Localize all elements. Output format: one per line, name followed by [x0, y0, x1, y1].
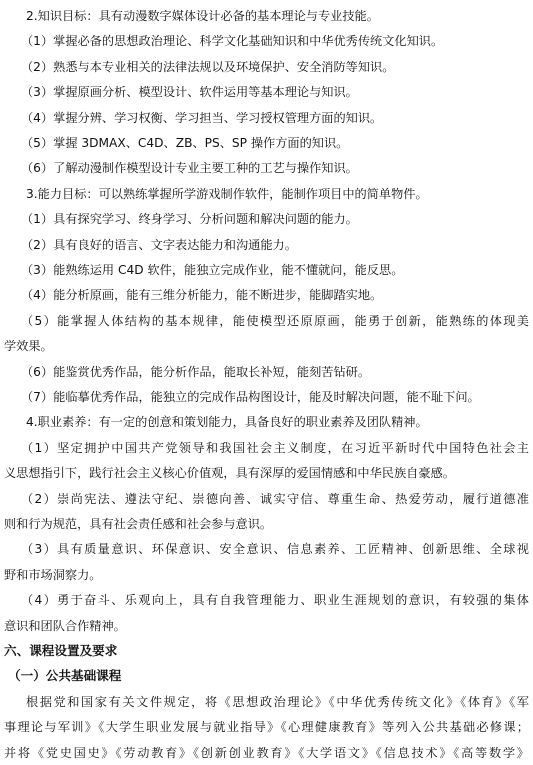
list-item-line: （1）掌握必备的思想政治理论、科学文化基础知识和中华优秀传统文化知识。 [21, 34, 444, 49]
list-item-line: （2）崇尚宪法、遵法守纪、崇德向善、诚实守信、尊重生命、热爱劳动，履行道德准 [21, 491, 529, 506]
list-item-line: （4）掌握分辨、学习权衡、学习担当、学习授权管理方面的知识。 [21, 110, 383, 125]
list-item-line: （2）熟悉与本专业相关的法律法规以及环境保护、安全消防等知识。 [21, 59, 395, 74]
list-item-line: （5）能掌握人体结构的基本规律，能使模型还原原画，能勇于创新，能熟练的体现美 [21, 313, 529, 328]
list-item-line: （5）掌握 3DMAX、C4D、ZB、PS、SP 操作方面的知识。 [21, 136, 349, 150]
continuation-line: 义思想指引下，践行社会主义核心价值观，具有深厚的爱国情感和中华民族自豪感。 [4, 466, 455, 481]
list-item-line: （2）具有良好的语言、文字表达能力和沟通能力。 [21, 237, 297, 252]
subsection-heading: （一）公共基础课程 [8, 668, 122, 684]
list-item-line: （1）坚定拥护中国共产党领导和我国社会主义制度，在习近平新时代中国特色社会主 [21, 440, 529, 455]
list-item-line: （6）了解动漫制作模型设计专业主要工种的工艺与操作知识。 [21, 161, 358, 176]
continuation-line: 并将《党史国史》《劳动教育》《创新创业教育》《大学语文》《信息技术》《高等数学》 [4, 745, 529, 760]
list-item-line: （4）勇于奋斗、乐观向上，具有自我管理能力、职业生涯规划的意识，有较强的集体 [21, 593, 529, 608]
list-item-line: （3）掌握原画分析、模型设计、软件运用等基本理论与知识。 [21, 85, 358, 100]
paragraph-line: 根据党和国家有关文件规定，将《思想政治理论》《中华优秀传统文化》《体育》《军 [26, 694, 529, 709]
section-heading: 六、课程设置及要求 [4, 643, 118, 658]
continuation-line: 事理论与军训》《大学生职业发展与就业指导》《心理健康教育》等列入公共基础必修课； [4, 720, 529, 735]
list-item-line: （3）具有质量意识、环保意识、安全意识、信息素养、工匠精神、创新思维、全球视 [21, 542, 529, 557]
list-item-line: （1）具有探究学习、终身学习、分析问题和解决问题的能力。 [21, 212, 358, 227]
continuation-line: 野和市场洞察力。 [4, 567, 102, 582]
paragraph-line: 3.能力目标：可以熟练掌握所学游戏制作软件，能制作项目中的简单物件。 [26, 186, 428, 201]
continuation-line: 则和行为规范，具有社会责任感和社会参与意识。 [4, 517, 273, 531]
paragraph-line: 4.职业素养：有一定的创意和策划能力，具备良好的职业素养及团队精神。 [26, 415, 428, 430]
continuation-line: 学效果。 [4, 339, 53, 354]
list-item-line: （6）能鉴赏优秀作品，能分析作品，能取长补短，能刻苦钻研。 [21, 364, 371, 379]
paragraph-line: 2.知识目标：具有动漫数字媒体设计必备的基本理论与专业技能。 [26, 9, 379, 23]
list-item-line: （7）能临摹优秀作品，能独立的完成作品构图设计，能及时解决问题，能不耻下问。 [21, 390, 480, 404]
list-item-line: （3）能熟练运用 C4D 软件，能独立完成作业，能不懂就问，能反思。 [21, 263, 404, 277]
continuation-line: 意识和团队合作精神。 [4, 618, 126, 633]
list-item-line: （4）能分析原画，能有三维分析能力，能不断进步，能脚踏实地。 [21, 288, 383, 303]
